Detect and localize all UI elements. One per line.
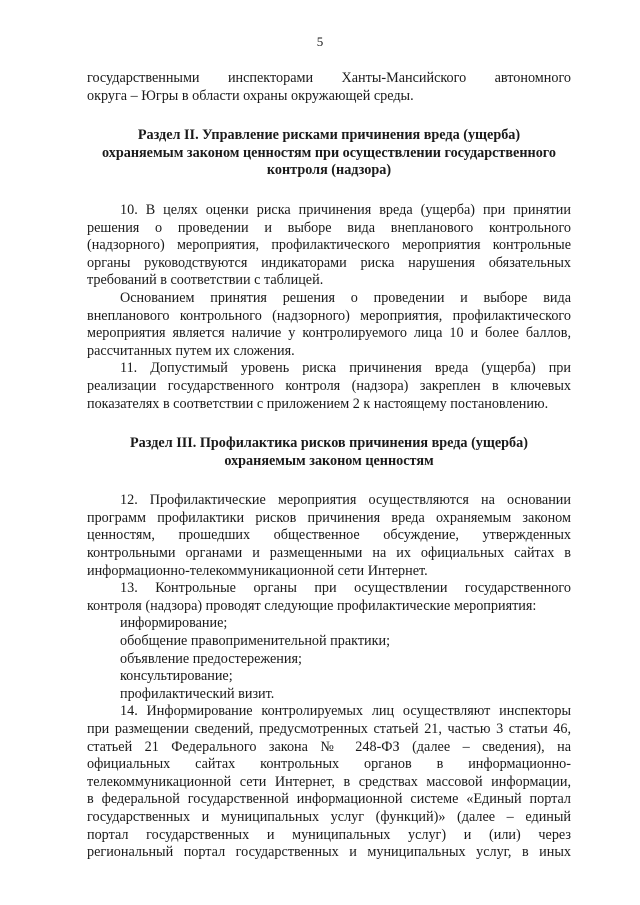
text-line: 13. Контрольные органы при осуществлении государственного	[120, 580, 571, 597]
list-item: обобщение правоприменительной практики;	[120, 633, 391, 650]
text-line: требований в соответствии с таблицей.	[87, 272, 324, 289]
paragraph-11	[87, 360, 571, 413]
text-line: телекоммуникационной сети Интернет, в средствах массовой информации,	[87, 773, 571, 790]
document-body	[87, 70, 571, 862]
text-line: решения о проведении и выборе вида внепланового контрольного	[87, 219, 571, 236]
text-line: контрольными органами и размещенными на их официальных сайтах в	[87, 545, 571, 562]
text-line: государственных и муниципальных услуг (функций)» (далее – единый	[87, 808, 571, 825]
text-line: рассчитанных путем их сложения.	[87, 342, 295, 359]
text-line: реализации государственного контроля (надзора) закреплен в ключевых	[87, 377, 571, 394]
text-line: программ профилактики рисков причинения вреда охраняемым законом	[87, 509, 571, 526]
heading-line: Раздел III. Профилактика рисков причинения вреда (ущерба)	[130, 435, 528, 452]
text-line: показателях в соответствии с приложением 2 к настоящему постановлению.	[87, 395, 549, 412]
text-line: в федеральной государственной информационной системе «Единый портал	[87, 791, 571, 808]
text-line: 10. В целях оценки риска причинения вреда (ущерба) при принятии	[120, 201, 571, 218]
section-heading-3	[87, 435, 571, 470]
text-line: ценностям, прошедших общественное обсуждение, утвержденных	[87, 527, 571, 544]
text-line: округа – Югры в области охраны окружающей среды.	[87, 87, 414, 104]
page-number: 5	[316, 34, 324, 49]
list-item: объявление предостережения;	[120, 650, 302, 667]
text-line: региональный портал государственных и муниципальных услуг, в иных	[87, 844, 571, 861]
text-line: при размещении сведений, предусмотренных статьей 21, частью 3 статьи 46,	[87, 721, 571, 737]
paragraph-13	[87, 580, 571, 615]
section-heading-2	[87, 127, 571, 180]
text-line: 14. Информирование контролируемых лиц осуществляют инспекторы	[120, 703, 571, 720]
list-item: профилактический визит.	[120, 685, 275, 702]
text-line: мероприятия является наличие у контролируемого лица 10 и более баллов,	[87, 325, 571, 342]
text-line: 11. Допустимый уровень риска причинения вреда (ущерба) при	[120, 360, 571, 377]
paragraph-14	[87, 703, 571, 861]
text-line: контроля (надзора) проводят следующие профилактические мероприятия:	[87, 597, 537, 614]
paragraph-basis	[87, 290, 571, 360]
paragraph-10	[87, 202, 571, 290]
list-item: консультирование;	[120, 668, 233, 685]
text-line: государственными инспекторами Ханты-Мансийского автономного	[87, 70, 571, 86]
heading-line: охраняемым законом ценностям	[224, 452, 434, 469]
text-line: внепланового контрольного (надзорного) мероприятия, профилактического	[87, 307, 571, 324]
list-item: информирование;	[120, 615, 228, 632]
text-line: 12. Профилактические мероприятия осуществляются на основании	[120, 492, 571, 509]
text-line: информационно-телекоммуникационной сети Интернет.	[87, 562, 428, 579]
text-line: органы руководствуются индикаторами риска нарушения обязательных	[87, 254, 571, 271]
heading-line: контроля (надзора)	[266, 162, 392, 179]
heading-line: охраняемым законом ценностям при осуществлении государственного	[102, 144, 556, 161]
text-line: официальных сайтах контрольных органов в информационно-	[87, 756, 571, 773]
text-line: Основанием принятия решения о проведении и выборе вида	[120, 289, 571, 306]
text-line: портал государственных и муниципальных услуг) и (или) через	[87, 826, 571, 843]
text-line: (надзорного) мероприятия, профилактического мероприятия контрольные	[87, 237, 571, 254]
measures-list	[87, 615, 571, 703]
text-line: статьей 21 Федерального закона № 248-ФЗ (далее – сведения), на	[87, 738, 571, 755]
heading-line: Раздел II. Управление рисками причинения вреда (ущерба)	[137, 127, 521, 144]
paragraph-12	[87, 492, 571, 580]
